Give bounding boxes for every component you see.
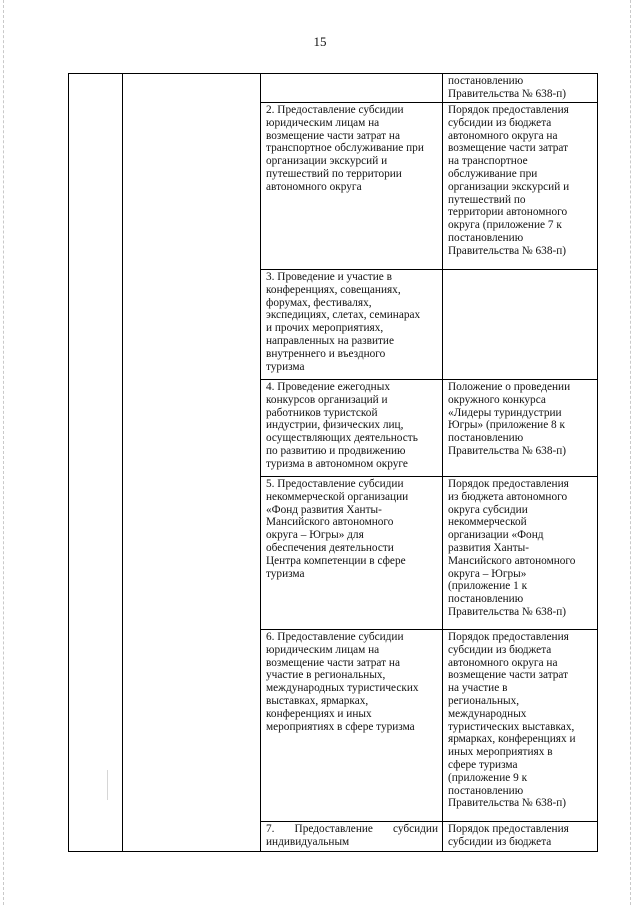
scan-edge-right xyxy=(630,0,632,905)
cell-document: Порядок предоставления субсидии из бюджета xyxy=(443,822,598,852)
cell-main-activity-column xyxy=(123,74,261,852)
cell-document: Порядок предоставления субсидии из бюджета автономного округа на возмещение части затрат на участие в региональных, международных туристических выставках, ярмарках, конференциях и иных мероприятиях в сфере туризма (приложение 9 к постановлению Правительства № 638-п) xyxy=(443,630,598,822)
cell-measure: 2. Предоставление субсидии юридическим лицам на возмещение части затрат на транспортное обслуживание при организации экскурсий и путешествий по территории автономного округа xyxy=(261,103,443,270)
cell-measure: 4. Проведение ежегодных конкурсов организаций и работников туристской индустрии, физических лиц, осуществляющих деятельность по развитию и продвижению туризма в автономном округе xyxy=(261,380,443,477)
measures-table xyxy=(68,73,598,852)
cell-document: Положение о проведении окружного конкурса «Лидеры туриндустрии Югры» (приложение 8 к постановлению Правительства № 638-п) xyxy=(443,380,598,477)
page-number: 15 xyxy=(313,34,327,49)
scan-edge-left xyxy=(3,0,5,905)
cell-measure: 3. Проведение и участие в конференциях, совещаниях, форумах, фестивалях, экспедициях, слетах, семинарах и прочих мероприятиях, направленных на развитие внутреннего и въездного туризма xyxy=(261,270,443,380)
table-row xyxy=(69,74,598,103)
cell-document: Порядок предоставления субсидии из бюджета автономного округа на возмещение части затрат на транспортное обслуживание при организации экскурсий и путешествий по территории автономного округа (приложение 7 к постановлению Правительства № 638-п) xyxy=(443,103,598,270)
cell-document: постановлению Правительства № 638-п) xyxy=(443,74,598,103)
cell-measure: 6. Предоставление субсидии юридическим лицам на возмещение части затрат на участие в региональных, международных туристических выставках, ярмарках, конференциях и иных мероприятиях в сфере туризма xyxy=(261,630,443,822)
cell-document xyxy=(443,270,598,380)
cell-document: Порядок предоставления из бюджета автономного округа субсидии некоммерческой организации «Фонд развития Ханты- Мансийского автономного округа – Югры» (приложение 1 к постановлению Правительства № 638-п) xyxy=(443,477,598,630)
cell-measure: 5. Предоставление субсидии некоммерческой организации «Фонд развития Ханты- Мансийского автономного округа – Югры» для обеспечения деятельности Центра компетенции в сфере туризма xyxy=(261,477,443,630)
cell-measure: 7. Предоставление субсидии индивидуальным xyxy=(261,822,443,852)
cell-number-column xyxy=(69,74,123,852)
cell-measure xyxy=(261,74,443,103)
